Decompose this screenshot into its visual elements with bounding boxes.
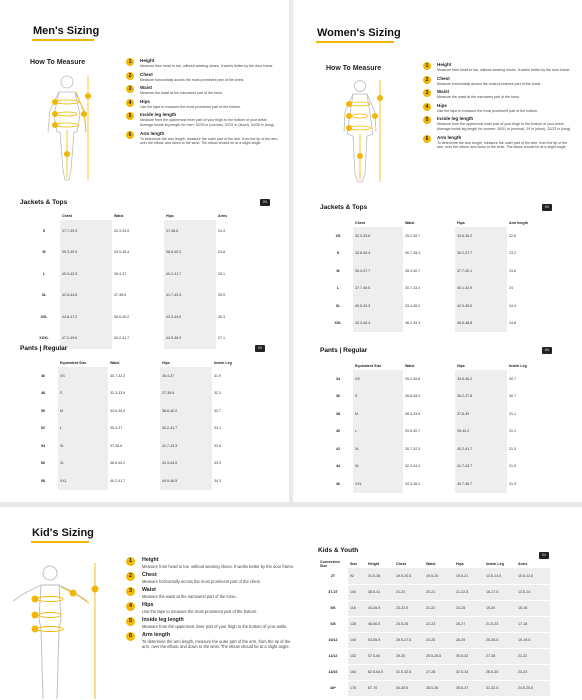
table-cell: 67-70 bbox=[366, 680, 394, 696]
table-cell: 34.3 bbox=[214, 478, 221, 483]
table-cell: 34-35.5 bbox=[394, 680, 424, 696]
kids-sizing-panel bbox=[0, 507, 582, 700]
row-label: 36 bbox=[336, 394, 340, 399]
table-cell: 36.2-39.3 bbox=[405, 321, 421, 326]
measurement-inside-leg: 5 Inside leg length Measure from the uppermost inner part of your thigh to the bottom of your ankle. Average inside leg length for men: 32/33 in (normal), 30/31 in (short), 34/35 in (long) bbox=[126, 112, 281, 127]
table-cell: 36.2-37.7 bbox=[455, 245, 507, 263]
table-row bbox=[323, 388, 563, 406]
table-cell: 104 bbox=[348, 584, 366, 600]
table-row bbox=[28, 263, 268, 285]
table-row bbox=[323, 440, 563, 458]
women-pants-table bbox=[323, 362, 563, 493]
table-cell: S bbox=[353, 388, 403, 406]
table-cell: 25.2-26.7 bbox=[405, 233, 421, 238]
table-cell: 33.4-36.2 bbox=[405, 303, 421, 308]
table-cell: 30.7-32.3 bbox=[405, 446, 421, 451]
table-cell: 39.3-40.9 bbox=[60, 242, 112, 264]
table-cell: 15-16 bbox=[516, 600, 550, 616]
table-row bbox=[28, 385, 268, 403]
row-label: 54 bbox=[41, 443, 45, 448]
row-label: 10/12 bbox=[318, 632, 348, 648]
table-cell: 38.5-41 bbox=[366, 584, 394, 600]
title-underline bbox=[316, 41, 394, 43]
table-cell: 21-22 bbox=[394, 584, 424, 600]
body-figure-icon bbox=[335, 76, 390, 186]
table-row bbox=[28, 220, 268, 242]
table-cell: 152 bbox=[348, 648, 366, 664]
table-cell: 40.2-41.7 bbox=[455, 440, 507, 458]
table-cell: L bbox=[353, 423, 403, 441]
table-cell: 37-38.6 bbox=[110, 443, 123, 448]
table-cell: 21-22 bbox=[516, 648, 550, 664]
table-row bbox=[323, 423, 563, 441]
table-cell: 33.9 bbox=[214, 461, 221, 466]
row-label: 52 bbox=[41, 426, 45, 431]
row-label: 44 bbox=[336, 464, 340, 469]
table-cell: 26-27 bbox=[454, 616, 484, 632]
table-row bbox=[28, 242, 268, 264]
measurement-hips: 4 Hips Use the tape to measure the most prominent part of the bottom. bbox=[126, 99, 281, 110]
table-cell: XL bbox=[353, 440, 403, 458]
title-underline bbox=[32, 39, 94, 41]
measurement-inside-leg: 5 Inside leg length Measure from the uppermost inner part of your thigh to the bottom of your ankle. bbox=[126, 617, 296, 629]
table-cell: 25.2-26.8 bbox=[405, 376, 421, 381]
table-row bbox=[28, 420, 268, 438]
row-label: S bbox=[336, 251, 340, 256]
row-label: XL bbox=[41, 293, 47, 298]
unit-badge: IN bbox=[260, 199, 270, 206]
men-pants-table bbox=[28, 359, 268, 490]
measurement-hips: 4 Hips Use the tape to measure the most prominent part of the bottom. bbox=[126, 602, 296, 614]
measurement-waist: 3 Waist Measure the waist at the narrowest part of the torso. bbox=[126, 85, 281, 96]
table-cell: 24.4 bbox=[218, 228, 225, 233]
table-cell: 27-28 bbox=[424, 664, 454, 680]
table-row bbox=[323, 315, 563, 333]
table-cell: 23-24 bbox=[516, 664, 550, 680]
table-cell: 31.5 bbox=[509, 446, 516, 451]
table-row bbox=[318, 568, 550, 584]
table-header-row: Conversion Size Size Height Chest Waist Hips Inside Leg Arms bbox=[320, 560, 528, 568]
table-cell: 128 bbox=[348, 616, 366, 632]
measurement-hips: 4 Hips Use the tape to measure the most prominent part of the bottom. bbox=[423, 103, 573, 114]
table-cell: 24 bbox=[509, 286, 513, 291]
table-cell: 53-55.5 bbox=[366, 632, 394, 648]
how-to-measure-heading: How To Measure bbox=[326, 65, 382, 72]
row-label: 14/16 bbox=[318, 664, 348, 680]
row-label: 38 bbox=[336, 411, 340, 416]
row-label: 6/8 bbox=[318, 616, 348, 632]
table-row bbox=[318, 584, 550, 600]
table-cell: 31.1 bbox=[509, 411, 516, 416]
table-cell: 38.6-40.2 bbox=[114, 314, 130, 319]
table-cell: 37.8-39 bbox=[455, 405, 507, 423]
kids-youth-table bbox=[318, 560, 550, 697]
table-cell: 38.6-40.2 bbox=[164, 242, 216, 264]
row-label: 2T bbox=[318, 568, 348, 584]
table-cell: 23.2 bbox=[509, 251, 516, 256]
table-cell: 30.7-33.4 bbox=[405, 286, 421, 291]
table-cell: 41.7-43.3 bbox=[164, 285, 216, 307]
table-cell: 35.4-37 bbox=[110, 426, 123, 431]
table-cell: 19.5-21 bbox=[454, 568, 484, 584]
table-cell: 22-23 bbox=[424, 616, 454, 632]
table-cell: 35.4-37 bbox=[114, 271, 127, 276]
table-row bbox=[318, 616, 550, 632]
measurement-chest: 2 Chest Measure horizontally across the most prominent part of the chest. bbox=[126, 72, 281, 83]
measurement-chest: 2 Chest Measure horizontally across the most prominent part of the chest. bbox=[126, 572, 296, 584]
row-label: 50 bbox=[41, 408, 45, 413]
table-cell: 27-28 bbox=[484, 648, 516, 664]
table-cell: M bbox=[353, 405, 403, 423]
table-cell: 40.5-43.3 bbox=[353, 297, 403, 315]
table-cell: 23-23.5 bbox=[394, 600, 424, 616]
table-cell: 24.5-25.5 bbox=[516, 680, 550, 696]
row-label: 11/12 bbox=[318, 648, 348, 664]
measurement-height: 1 Height Measure from head to toe, without wearing shoes. It works better by the door frame. bbox=[126, 557, 296, 569]
table-cell: 32.3 bbox=[214, 391, 221, 396]
table-cell: 40.2-41.7 bbox=[110, 478, 126, 483]
table-cell: 30.7-32.3 bbox=[110, 373, 126, 378]
table-cell: 37.7-39.3 bbox=[60, 220, 112, 242]
table-row bbox=[323, 405, 563, 423]
table-cell: 26.7-28.3 bbox=[405, 251, 421, 256]
table-cell: 37-38.6 bbox=[164, 220, 216, 242]
table-cell: 19-19.5 bbox=[516, 632, 550, 648]
measurement-arm-length: 6 Arm length To determine the arm length, measure the outer part of the arm, from the tip of the arm, over the elbow, and down to the wrist. The elbow should be at a slight angle. bbox=[126, 131, 281, 146]
table-cell: 40.1-42.9 bbox=[455, 280, 507, 298]
table-cell: 40.2-41.7 bbox=[164, 263, 216, 285]
table-cell: 39-40.2 bbox=[455, 423, 507, 441]
table-row bbox=[323, 458, 563, 476]
table-cell: 44.8-47.2 bbox=[60, 306, 112, 328]
table-cell: 35.4-37 bbox=[160, 367, 212, 385]
table-row bbox=[28, 437, 268, 455]
table-row bbox=[28, 306, 268, 328]
table-cell: XS bbox=[58, 367, 108, 385]
table-cell: 47.2-49.6 bbox=[60, 328, 112, 350]
table-header-row: Chest Waist Hips Arm length bbox=[355, 221, 528, 225]
table-cell: S bbox=[58, 385, 108, 403]
unit-badge: IN bbox=[542, 204, 552, 211]
measurement-arm-length: 6 Arm length To determine the arm length, measure the outer part of the arm, from the tip of the arm, over the elbow, and down to the wrist. The elbow should be at a slight angle. bbox=[423, 135, 573, 150]
table-cell: M bbox=[58, 402, 108, 420]
pants-regular-heading: Pants | Regular bbox=[320, 347, 368, 354]
table-cell: 43.3-44.9 bbox=[160, 455, 212, 473]
table-row bbox=[323, 297, 563, 315]
table-cell: 44.9-46.5 bbox=[160, 472, 212, 490]
row-label: 58 bbox=[41, 478, 45, 483]
table-cell: 176 bbox=[348, 680, 366, 696]
table-cell: 30.7 bbox=[509, 376, 516, 381]
table-row bbox=[28, 455, 268, 473]
row-label: 46 bbox=[336, 481, 340, 486]
table-cell: 37-38.6 bbox=[160, 385, 212, 403]
table-cell: 28-29 bbox=[454, 632, 484, 648]
table-cell: 40.9-42.5 bbox=[60, 263, 112, 285]
row-label: 5/6 bbox=[318, 600, 348, 616]
table-cell: 44.9-46.9 bbox=[164, 328, 216, 350]
table-cell: 25.5-26.5 bbox=[424, 648, 454, 664]
unit-badge: IN bbox=[255, 345, 265, 352]
table-row bbox=[323, 262, 563, 280]
table-cell: 30.7 bbox=[509, 394, 516, 399]
table-row bbox=[318, 648, 550, 664]
table-cell: 32.3-34.3 bbox=[405, 464, 421, 469]
table-cell: 26.8-28.3 bbox=[405, 394, 421, 399]
measurement-list bbox=[126, 557, 296, 652]
table-header-row: Equivalent Size Waist Hips Inside Leg bbox=[60, 361, 232, 365]
table-cell: 27.1 bbox=[218, 336, 225, 341]
table-cell: 140 bbox=[348, 632, 366, 648]
jackets-tops-heading: Jackets & Tops bbox=[20, 199, 68, 206]
table-row bbox=[323, 280, 563, 298]
measurement-list bbox=[126, 58, 281, 149]
measurement-waist: 3 Waist Measure the waist at the narrowest part of the torso. bbox=[126, 587, 296, 599]
table-cell: XL bbox=[353, 458, 403, 476]
row-label: 56 bbox=[41, 461, 45, 466]
table-cell: 62.5-64.5 bbox=[366, 664, 394, 680]
table-cell: 24-25 bbox=[454, 600, 484, 616]
table-cell: 24.4 bbox=[509, 303, 516, 308]
table-cell: 29.5-30.7 bbox=[405, 429, 421, 434]
measurement-height: 1 Height Measure from head to toe, without wearing shoes. It works better by the door frame. bbox=[423, 62, 573, 73]
table-cell: 10.5-12.5 bbox=[516, 568, 550, 584]
table-row bbox=[323, 227, 563, 245]
measurement-arm-length: 6 Arm length To determine the arm length, measure the outer part of the arm, from the tip of the arm, over the elbow, and down to the wrist. The elbow should be at a slight angle. bbox=[126, 632, 296, 649]
table-cell: 21-22.5 bbox=[454, 584, 484, 600]
table-row bbox=[28, 367, 268, 385]
row-label: 42 bbox=[336, 446, 340, 451]
table-cell: 28.3-29.5 bbox=[405, 411, 421, 416]
mens-sizing-panel bbox=[0, 0, 289, 502]
row-label: XXL bbox=[334, 321, 342, 326]
table-cell: 31-32.5 bbox=[484, 680, 516, 696]
row-label: 46 bbox=[41, 373, 45, 378]
table-cell: 32.3-33.6 bbox=[353, 227, 403, 245]
table-cell: 41.7-43.7 bbox=[455, 458, 507, 476]
pants-regular-heading: Pants | Regular bbox=[20, 345, 68, 352]
table-cell: 57.5-60 bbox=[366, 648, 394, 664]
table-cell: 31.5 bbox=[509, 464, 516, 469]
table-cell: 42.9-45.6 bbox=[455, 297, 507, 315]
table-cell: 33.5 bbox=[214, 443, 221, 448]
table-cell: 48-50.5 bbox=[366, 616, 394, 632]
table-cell: 40.2-41.7 bbox=[160, 420, 212, 438]
title-underline bbox=[31, 541, 89, 543]
table-cell: 24.8 bbox=[218, 250, 225, 255]
table-cell: 24.5-25 bbox=[394, 616, 424, 632]
table-cell: 31.9 bbox=[214, 373, 221, 378]
table-cell: 22.8 bbox=[509, 233, 516, 238]
table-cell: 37-38.6 bbox=[114, 293, 127, 298]
measurement-list bbox=[423, 62, 573, 153]
table-cell: 32.5-34 bbox=[454, 664, 484, 680]
table-cell: 28.3-30.7 bbox=[405, 268, 421, 273]
table-cell: 21.5-23 bbox=[484, 616, 516, 632]
table-cell: 34.6-36.2 bbox=[455, 370, 507, 388]
row-label: XXXL bbox=[39, 336, 49, 341]
measurement-inside-leg: 5 Inside leg length Measure from the uppermost inner part of your thigh to the bottom of your ankle. Average inside leg length for women: 30/31 in (normal), 29 in (short), 32/33 in (long) bbox=[423, 116, 573, 131]
table-cell: 23.6 bbox=[509, 268, 516, 273]
table-row bbox=[28, 285, 268, 307]
row-label: 40 bbox=[336, 429, 340, 434]
table-cell: 32.7 bbox=[214, 408, 221, 413]
table-cell: 45.6-48.8 bbox=[455, 315, 507, 333]
table-row bbox=[323, 475, 563, 493]
table-cell: 26.5-27.5 bbox=[394, 632, 424, 648]
measurement-waist: 3 Waist Measure the waist at the narrowest part of the torso. bbox=[423, 89, 573, 100]
how-to-measure-heading: How To Measure bbox=[30, 59, 86, 66]
unit-badge: IN bbox=[539, 552, 549, 559]
table-cell: 41.7-43.3 bbox=[160, 437, 212, 455]
table-cell: XS bbox=[353, 370, 403, 388]
row-label: 34 bbox=[336, 376, 340, 381]
table-cell: 17-18 bbox=[516, 616, 550, 632]
row-label: S bbox=[42, 228, 46, 233]
women-jackets-table bbox=[323, 219, 563, 332]
table-header-row: Equivalent Size Waist Hips Inside Leg bbox=[355, 364, 527, 368]
table-cell: 43.3-46.4 bbox=[353, 315, 403, 333]
table-cell: 37.7-40.1 bbox=[455, 262, 507, 280]
row-label: 18+ bbox=[318, 680, 348, 696]
table-cell: 31.9 bbox=[509, 481, 516, 486]
table-cell: 13.5-14 bbox=[516, 584, 550, 600]
table-header-row: Chest Waist Hips Arms bbox=[62, 214, 228, 218]
table-cell: 19.5-20.5 bbox=[394, 568, 424, 584]
table-cell: 34.3-36.2 bbox=[405, 481, 421, 486]
table-cell: 32.3-33.9 bbox=[110, 391, 126, 396]
table-row bbox=[318, 680, 550, 696]
table-cell: 43.7-45.7 bbox=[455, 475, 507, 493]
table-cell: XXL bbox=[353, 475, 403, 493]
table-cell: 21-22 bbox=[424, 600, 454, 616]
table-cell: 38.6-40.2 bbox=[160, 402, 212, 420]
kids-youth-heading: Kids & Youth bbox=[318, 547, 359, 554]
table-cell: 29-30 bbox=[394, 648, 424, 664]
table-cell: 34.6-36.2 bbox=[455, 227, 507, 245]
table-cell: 30.5-32 bbox=[454, 648, 484, 664]
table-cell: 42.5-44.8 bbox=[60, 285, 112, 307]
table-row bbox=[318, 664, 550, 680]
table-cell: 92 bbox=[348, 568, 366, 584]
table-cell: 19-20 bbox=[484, 600, 516, 616]
table-cell: 28.5-30 bbox=[484, 664, 516, 680]
row-label: XS bbox=[335, 233, 341, 238]
table-cell: 31.5-36 bbox=[366, 568, 394, 584]
table-cell: 40.2-41.7 bbox=[114, 336, 130, 341]
table-cell: 35.4-37.7 bbox=[353, 262, 403, 280]
body-figure-icon bbox=[5, 559, 105, 699]
table-cell: 32.3-33.9 bbox=[114, 228, 130, 233]
table-cell: 38.6-40.2 bbox=[110, 461, 126, 466]
table-cell: L bbox=[58, 420, 108, 438]
table-row bbox=[28, 402, 268, 420]
table-cell: 16-17.5 bbox=[484, 584, 516, 600]
table-cell: 24-25 bbox=[424, 632, 454, 648]
table-cell: 36.2-37.8 bbox=[455, 388, 507, 406]
table-cell: XXL bbox=[58, 472, 108, 490]
table-row bbox=[323, 370, 563, 388]
row-label: 3T-4T bbox=[318, 584, 348, 600]
table-cell: 43.3-44.9 bbox=[164, 306, 216, 328]
page-title: Women's Sizing bbox=[317, 27, 401, 39]
table-cell: 25.9 bbox=[218, 293, 225, 298]
body-figure-icon bbox=[40, 70, 100, 190]
row-label: M bbox=[42, 250, 46, 255]
table-cell: XL bbox=[58, 455, 108, 473]
table-cell: 20-21 bbox=[424, 584, 454, 600]
measurement-height: 1 Height Measure from head to toe, without wearing shoes. It works better by the door frame. bbox=[126, 58, 281, 69]
table-row bbox=[318, 600, 550, 616]
table-row bbox=[323, 245, 563, 263]
table-cell: 25-26.5 bbox=[484, 632, 516, 648]
table-cell: 164 bbox=[348, 664, 366, 680]
row-label: L bbox=[336, 286, 340, 291]
table-cell: 13.5-14.5 bbox=[484, 568, 516, 584]
womens-sizing-panel bbox=[293, 0, 582, 502]
table-cell: 31.5-32.5 bbox=[394, 664, 424, 680]
table-cell: 116 bbox=[348, 600, 366, 616]
table-cell: 33.8-35.4 bbox=[353, 245, 403, 263]
table-cell: 26.3 bbox=[218, 314, 225, 319]
table-cell: 33.9-35.4 bbox=[114, 250, 130, 255]
unit-badge: IN bbox=[542, 347, 552, 354]
table-cell: 25.1 bbox=[218, 271, 225, 276]
row-label: L bbox=[42, 271, 46, 276]
row-label: XL bbox=[335, 303, 341, 308]
table-cell: 43-45.5 bbox=[366, 600, 394, 616]
men-jackets-table bbox=[28, 212, 268, 349]
page-title: Kid's Sizing bbox=[32, 527, 94, 539]
table-cell: 31.1 bbox=[509, 429, 516, 434]
table-cell: XL bbox=[58, 437, 108, 455]
table-cell: 28.5-30 bbox=[424, 680, 454, 696]
row-label: 48 bbox=[41, 391, 45, 396]
row-label: XXL bbox=[40, 314, 48, 319]
measurement-chest: 2 Chest Measure horizontally across the most prominent part of the chest. bbox=[423, 76, 573, 87]
table-cell: 35.5-37 bbox=[454, 680, 484, 696]
table-cell: 33.1 bbox=[214, 426, 221, 431]
table-cell: 33.9-35.4 bbox=[110, 408, 126, 413]
jackets-tops-heading: Jackets & Tops bbox=[320, 204, 368, 211]
table-cell: 19.5-20 bbox=[424, 568, 454, 584]
table-cell: 24.8 bbox=[509, 321, 516, 326]
table-row bbox=[318, 632, 550, 648]
page-title: Men's Sizing bbox=[33, 25, 100, 37]
table-cell: 37.7-40.5 bbox=[353, 280, 403, 298]
row-label: M bbox=[336, 268, 340, 273]
table-row bbox=[28, 472, 268, 490]
